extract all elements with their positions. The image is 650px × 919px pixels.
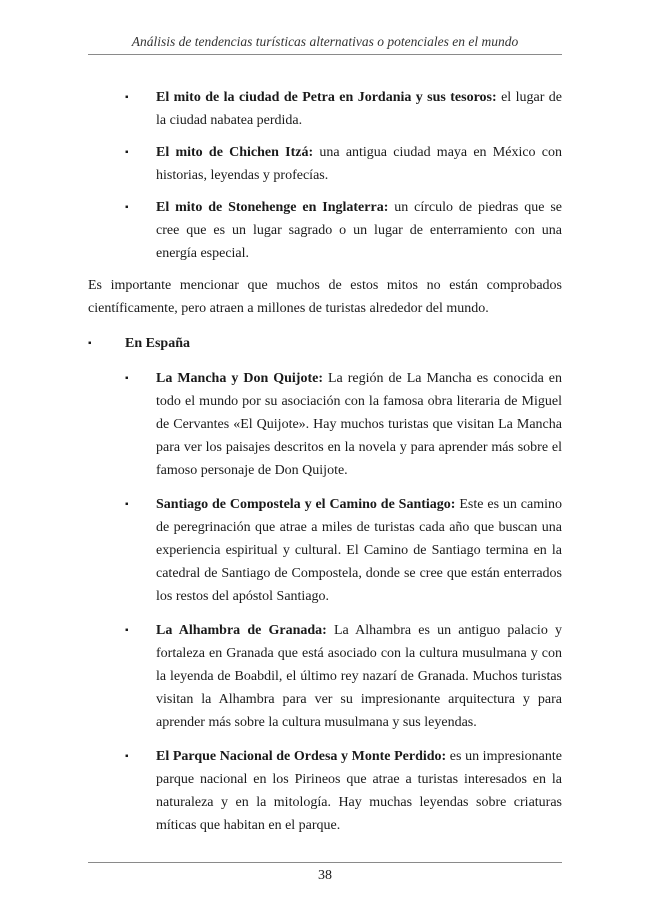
- square-bullet-icon: ▪: [125, 625, 129, 636]
- section-title: En España: [125, 336, 190, 351]
- square-bullet-icon: ▪: [125, 499, 129, 510]
- square-bullet-icon: ▪: [125, 202, 129, 213]
- list-item-text: La región de La Mancha es conocida en todo el mundo por su asociación con la famosa obra literaria de Miguel de Cervantes «El Quijote». Hay muchos turistas que visitan La Mancha para ver los paisajes descritos en la novela y para aprender más sobre el famoso personaje de Don Quijote.: [156, 371, 562, 478]
- world-myths-list: [88, 86, 562, 265]
- list-item-title: El Parque Nacional de Ordesa y Monte Perdido:: [156, 749, 447, 764]
- list-item-title: La Alhambra de Granada:: [156, 623, 327, 638]
- square-bullet-icon: ▪: [88, 338, 92, 349]
- header-divider: [88, 54, 562, 55]
- list-item-title: El mito de Stonehenge en Inglaterra:: [156, 200, 389, 215]
- list-item-title: La Mancha y Don Quijote:: [156, 371, 323, 386]
- list-item-santiago: [88, 493, 562, 608]
- list-item-petra: [88, 86, 562, 132]
- body-paragraph: Es importante mencionar que muchos de estos mitos no están comprobados científicamente, pero atraen a millones de turistas alrededor del mundo.: [88, 278, 562, 316]
- list-item-title: Santiago de Compostela y el Camino de Santiago:: [156, 497, 456, 512]
- list-item-stonehenge: [88, 196, 562, 265]
- list-item-text: una antigua ciudad maya en México con historias, leyendas y profecías.: [156, 145, 563, 183]
- square-bullet-icon: ▪: [125, 92, 129, 103]
- list-item-title: El mito de la ciudad de Petra en Jordania y sus tesoros:: [156, 90, 497, 105]
- square-bullet-icon: ▪: [125, 147, 129, 158]
- list-item-alhambra: [88, 619, 562, 734]
- running-header: Análisis de tendencias turísticas alternativas o potenciales en el mundo: [131, 34, 519, 49]
- list-item-ordesa: [88, 745, 562, 837]
- spain-sites-list: [88, 367, 562, 837]
- list-item-text: La Alhambra es un antiguo palacio y fortaleza en Granada que está asociado con la cultura musulmana y con la leyenda de Boabdil, el último rey nazarí de Granada. Muchos turistas visitan la Alhambra para ver su impresionante arquitectura y para aprender más sobre la cultura musulmana y sus leyendas.: [156, 623, 562, 730]
- square-bullet-icon: ▪: [125, 751, 129, 762]
- list-item-text: Este es un camino de peregrinación que atrae a miles de turistas cada año que buscan una experiencia espiritual y cultural. El Camino de Santiago termina en la catedral de Santiago de Compostela, donde se cree que están enterrados los restos del apóstol Santiago.: [156, 497, 562, 604]
- list-item-title: El mito de Chichen Itzá:: [156, 145, 314, 160]
- list-item-text: el lugar de la ciudad nabatea perdida.: [156, 90, 562, 128]
- list-item-chichen-itza: [88, 141, 562, 187]
- square-bullet-icon: ▪: [125, 373, 129, 384]
- page-body: [88, 86, 562, 848]
- section-heading-spain: [88, 332, 562, 355]
- list-item-text: es un impresionante parque nacional en los Pirineos que atrae a turistas interesados en la naturaleza y en la mitología. Hay muchas leyendas sobre criaturas míticas que habitan en el parque.: [156, 749, 562, 833]
- page-number: 38: [318, 868, 332, 883]
- footer-divider: [88, 862, 562, 863]
- list-item-text: un círculo de piedras que se cree que es un lugar sagrado o un lugar de enterramiento con una energía especial.: [156, 200, 562, 261]
- list-item-la-mancha: [88, 367, 562, 482]
